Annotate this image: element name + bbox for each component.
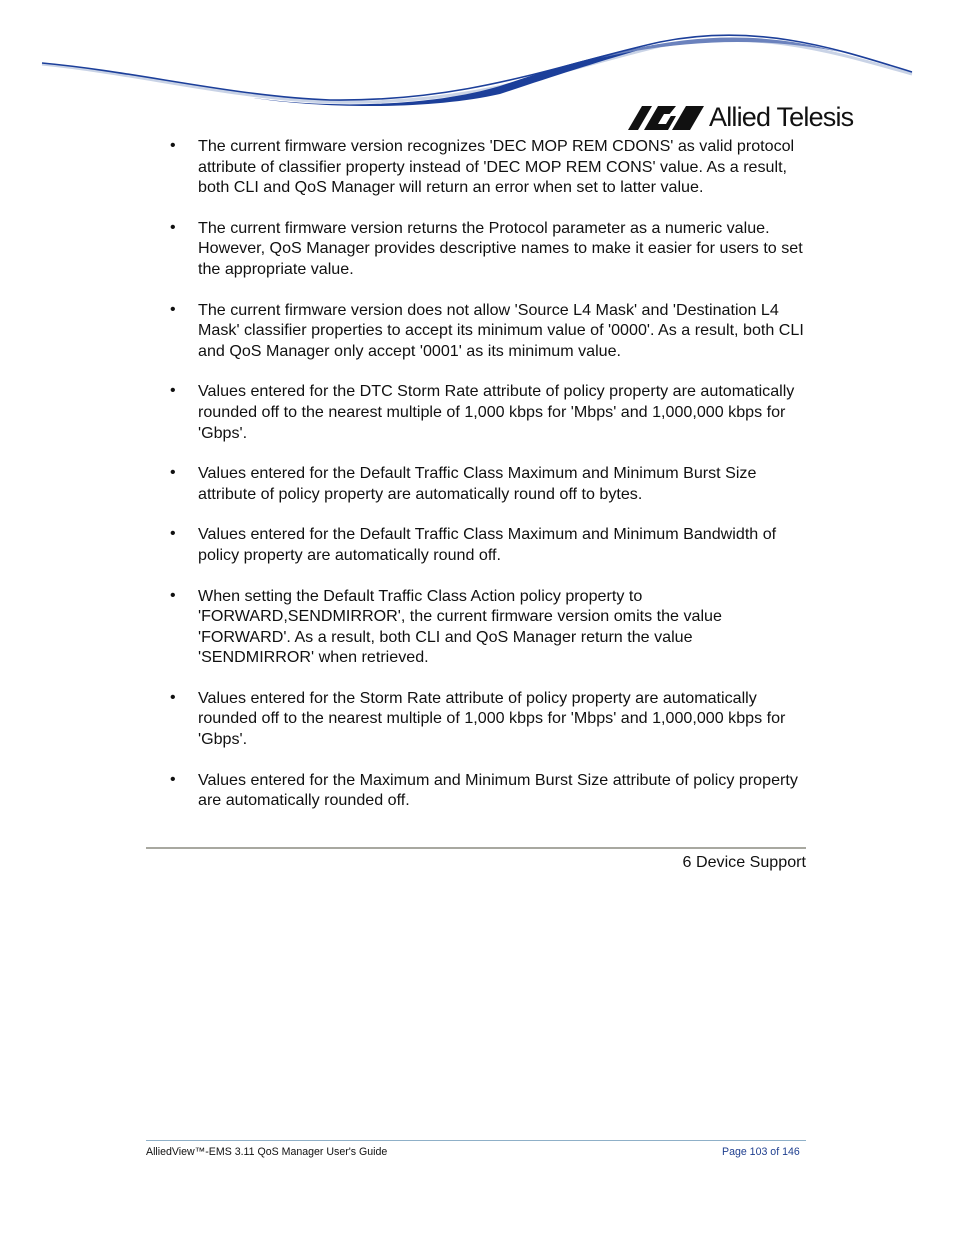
list-item [170, 463, 810, 504]
allied-telesis-logo [628, 100, 853, 134]
list-item [170, 218, 810, 280]
footer-guide-title: AlliedView™-EMS 3.11 QoS Manager User's Guide [146, 1146, 388, 1158]
bullet-icon: • [170, 688, 176, 706]
list-item-text: Values entered for the DTC Storm Rate attribute of policy property are automatically rounded off to the nearest multiple of 1,000 kbps for 'Mbps' and 1,000,000 kbps for 'Gbps'. [198, 382, 795, 442]
list-item [170, 381, 810, 443]
bullet-icon: • [170, 382, 176, 400]
list-item [170, 136, 810, 198]
bullet-icon: • [170, 137, 176, 154]
bullet-icon: • [170, 770, 176, 788]
section-divider [146, 847, 806, 849]
bullet-icon: • [170, 464, 176, 482]
bullet-icon: • [170, 300, 176, 318]
list-item-text: Values entered for the Storm Rate attribute of policy property are automatically rounded off to the nearest multiple of 1,000 kbps for 'Mbps' and 1,000,000 kbps for 'Gbps'. [198, 688, 786, 749]
list-item [170, 688, 810, 750]
allied-telesis-mark-icon [628, 102, 704, 132]
list-item-text: The current firmware version recognizes 'DEC MOP REM CDONS' as valid protocol attribute of classifier property instead of 'DEC MOP REM CONS' value. As a result, both CLI and QoS Manager will return an error when set to latter value. [198, 137, 795, 197]
list-item-text: The current firmware version returns the Protocol parameter as a numeric value. However, QoS Manager provides descriptive names to make it easier for users to set the appropriate value. [198, 218, 803, 278]
section-label: 6 Device Support [682, 853, 806, 871]
list-item-text: Values entered for the Maximum and Minimum Burst Size attribute of policy property are automatically rounded off. [198, 770, 798, 810]
list-item [170, 770, 810, 811]
list-item-text: Values entered for the Default Traffic Class Maximum and Minimum Bandwidth of policy property are automatically round off. [198, 525, 777, 564]
list-item [170, 300, 810, 362]
bullet-icon: • [170, 525, 176, 543]
notes-list [170, 136, 810, 831]
list-item-text: Values entered for the Default Traffic Class Maximum and Minimum Burst Size attribute of policy property are automatically round off to bytes. [198, 464, 757, 503]
list-item [170, 524, 810, 565]
bullet-icon: • [170, 586, 176, 604]
footer-page-number: Page 103 of 146 [722, 1146, 800, 1158]
list-item-text: When setting the Default Traffic Class Action policy property to 'FORWARD,SENDMIRROR', the current firmware version omits the value 'FORWARD'. As a result, both CLI and QoS Manager return the value 'SENDMIRROR' when retrieved. [198, 586, 722, 667]
list-item-text: The current firmware version does not allow 'Source L4 Mask' and 'Destination L4 Mask' classifier properties to accept its minimum value of '0000'. As a result, both CLI and QoS Manager only accept '0001' as its minimum value. [198, 300, 804, 360]
list-item [170, 586, 810, 668]
bullet-icon: • [170, 218, 176, 236]
footer-divider [146, 1140, 806, 1141]
logo-text: Allied Telesis [709, 101, 854, 132]
